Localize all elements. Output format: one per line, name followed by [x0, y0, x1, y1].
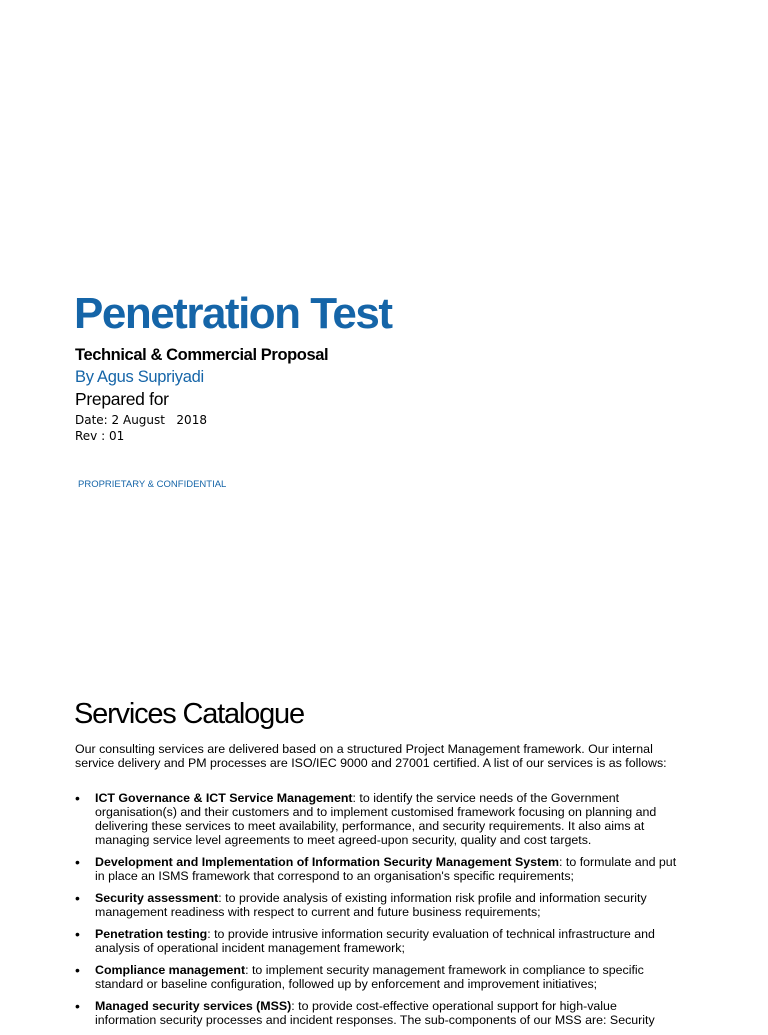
catalogue-intro-paragraph: Our consulting services are delivered based on a structured Project Management framework. Our internal service delivery and PM processes are ISO/IEC 9000 and 27001 certified. A list of our services is as follows: — [75, 742, 667, 770]
service-description: : to identify the service needs of the Government organisation(s) and their customers and to implement customised framework focusing on planning and delivering these services to meet availability, performance, and security requirements. It also aims at managing service level agreements to meet agreed-upon security, quality and cost targets. — [95, 791, 657, 847]
author-line: By Agus Supriyadi — [75, 368, 204, 386]
service-description: : to provide cost-effective operational support for high-value information security processes and incident responses. The sub-components of our MSS are: Security — [95, 999, 655, 1027]
services-catalogue-heading: Services Catalogue — [74, 698, 304, 730]
services-list — [75, 791, 680, 1035]
service-item — [75, 963, 680, 991]
service-description: : to implement security management framework in compliance to specific standard or baseline configuration, followed up by enforcement and improvement initiatives; — [95, 963, 644, 991]
document-title: Penetration Test — [74, 289, 392, 338]
service-name: Security assessment — [95, 891, 219, 905]
service-name: Development and Implementation of Information Security Management System — [95, 855, 560, 869]
service-name: ICT Governance & ICT Service Management — [95, 791, 353, 805]
service-item — [75, 999, 680, 1027]
bullet-icon: • — [75, 998, 80, 1014]
prepared-for-line: Prepared for — [75, 389, 169, 409]
service-name: Penetration testing — [95, 927, 208, 941]
service-name: Compliance management — [95, 963, 246, 977]
service-description: : to provide analysis of existing information risk profile and information security management readiness with respect to current and future business requirements; — [95, 891, 647, 919]
bullet-icon: • — [75, 890, 80, 906]
service-description: : to provide intrusive information security evaluation of technical infrastructure and analysis of operational incident management framework; — [95, 927, 655, 955]
service-item — [75, 927, 680, 955]
service-item — [75, 791, 680, 847]
service-name: Managed security services (MSS) — [95, 999, 292, 1013]
bullet-icon: • — [75, 854, 80, 870]
service-item — [75, 891, 680, 919]
bullet-icon: • — [75, 962, 80, 978]
service-description: : to formulate and put in place an ISMS framework that correspond to an organisation's specific requirements; — [95, 855, 677, 883]
bullet-icon: • — [75, 926, 80, 942]
confidential-notice: PROPRIETARY & CONFIDENTIAL — [78, 479, 227, 490]
service-item — [75, 855, 680, 883]
bullet-icon: • — [75, 790, 80, 806]
document-subtitle: Technical & Commercial Proposal — [75, 346, 329, 364]
date-line: Date: 2 August 2018 — [75, 413, 207, 427]
revision-line: Rev : 01 — [75, 429, 125, 443]
